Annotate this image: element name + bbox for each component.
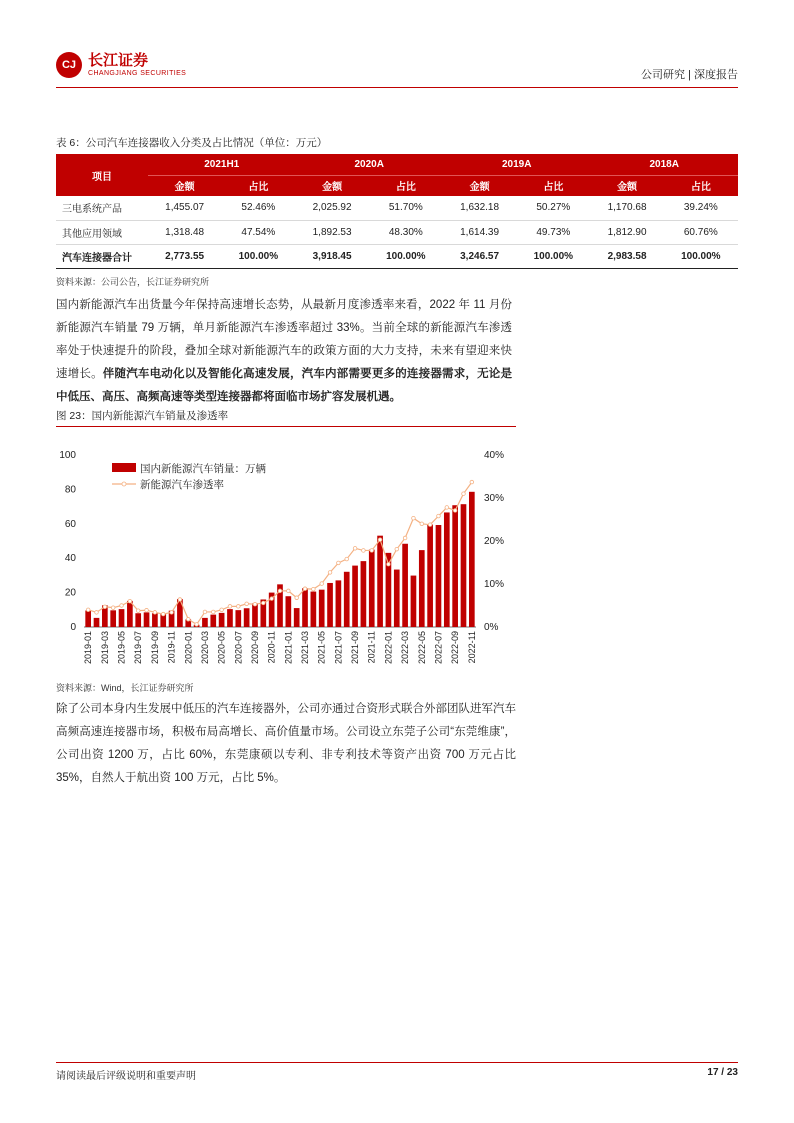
row-label: 汽车连接器合计 bbox=[56, 244, 148, 268]
penetration-point bbox=[245, 602, 249, 606]
table-source: 资料来源：公司公告，长江证券研究所 bbox=[56, 276, 210, 287]
x-tick-label: 2022-11 bbox=[466, 631, 477, 664]
report-type: 公司研究 | 深度报告 bbox=[641, 69, 738, 81]
sales-bar bbox=[336, 580, 342, 627]
period-header: 2019A bbox=[443, 154, 590, 175]
share-cell: 50.27% bbox=[516, 196, 590, 220]
penetration-point bbox=[262, 601, 266, 605]
amount-cell: 1,614.39 bbox=[443, 220, 516, 244]
revenue-table bbox=[56, 154, 738, 269]
row-label: 三电系统产品 bbox=[56, 196, 148, 220]
penetration-point bbox=[170, 611, 174, 615]
penetration-point bbox=[370, 549, 374, 553]
share-header: 占比 bbox=[221, 175, 295, 196]
sales-bar bbox=[202, 618, 208, 627]
penetration-point bbox=[178, 598, 182, 602]
penetration-point bbox=[337, 561, 341, 565]
share-cell: 47.54% bbox=[221, 220, 295, 244]
figure-23-section bbox=[56, 408, 738, 694]
penetration-point bbox=[395, 547, 399, 551]
amount-cell: 1,812.90 bbox=[590, 220, 663, 244]
penetration-point bbox=[453, 509, 457, 513]
penetration-point bbox=[462, 492, 466, 496]
x-tick-label: 2022-07 bbox=[433, 631, 444, 665]
legend-line-marker bbox=[122, 482, 126, 486]
amount-cell: 2,983.58 bbox=[590, 244, 663, 268]
amount-cell: 3,246.57 bbox=[443, 244, 516, 268]
amount-cell: 1,455.07 bbox=[148, 196, 221, 220]
page-footer bbox=[56, 1062, 738, 1082]
period-header: 2021H1 bbox=[148, 154, 295, 175]
sales-bar bbox=[436, 525, 442, 627]
brand-logo bbox=[56, 52, 186, 78]
row-header: 项目 bbox=[56, 154, 148, 196]
penetration-point bbox=[320, 582, 324, 586]
sales-bar bbox=[286, 596, 292, 627]
share-cell: 51.70% bbox=[369, 196, 443, 220]
right-axis-tick-label: 30% bbox=[484, 493, 505, 504]
penetration-point bbox=[345, 557, 349, 561]
penetration-point bbox=[445, 506, 449, 510]
brand-name: 长江证券 bbox=[88, 51, 149, 69]
right-axis-tick-label: 0% bbox=[484, 622, 499, 633]
penetration-point bbox=[203, 610, 207, 614]
logo-mark-icon: CJ bbox=[56, 52, 82, 78]
x-tick-label: 2021-07 bbox=[333, 631, 344, 665]
penetration-point bbox=[95, 611, 99, 615]
penetration-point bbox=[420, 522, 424, 526]
row-label: 其他应用领域 bbox=[56, 220, 148, 244]
penetration-point bbox=[220, 608, 224, 612]
penetration-point bbox=[403, 536, 407, 540]
sales-bar bbox=[135, 613, 141, 627]
sales-bar bbox=[110, 610, 116, 627]
paragraph-text: 除了公司本身内生发展中低压的汽车连接器外，公司亦通过合资形式联合外部团队进军汽车高频高速连接器市场，积极布局高增长、高价值量市场。公司设立东莞子公司“东莞维康”，公司出资 1200 万，占比 60%，东莞康硕以专利、非专利技术等资产出资 700 万元占比 35%，自然人于航出资 100 万元，占比 5%。 bbox=[56, 703, 516, 784]
sales-bar bbox=[319, 590, 325, 627]
figure-source: 资料来源：Wind，长江证券研究所 bbox=[56, 683, 194, 693]
penetration-point bbox=[228, 605, 232, 609]
x-tick-label: 2021-09 bbox=[350, 631, 361, 665]
sales-bar bbox=[311, 592, 317, 627]
penetration-point bbox=[470, 480, 474, 484]
share-cell: 100.00% bbox=[369, 244, 443, 268]
penetration-point bbox=[378, 538, 382, 542]
sales-bar bbox=[235, 610, 241, 627]
share-header: 占比 bbox=[664, 175, 738, 196]
penetration-point bbox=[328, 571, 332, 575]
table-row bbox=[56, 244, 738, 268]
sales-bar bbox=[402, 544, 408, 627]
sales-bar bbox=[361, 561, 367, 627]
penetration-point bbox=[145, 608, 149, 612]
penetration-point bbox=[437, 514, 441, 518]
x-tick-label: 2022-03 bbox=[400, 631, 411, 665]
penetration-point bbox=[387, 562, 391, 566]
paragraph-jv-connectors bbox=[56, 698, 516, 790]
amount-header: 金额 bbox=[443, 175, 516, 196]
table-caption: 表 6：公司汽车连接器收入分类及占比情况（单位：万元） bbox=[56, 137, 328, 149]
x-tick-label: 2021-01 bbox=[283, 631, 294, 665]
sales-bar bbox=[152, 613, 158, 627]
penetration-point bbox=[153, 611, 157, 615]
penetration-point bbox=[362, 549, 366, 553]
figure-caption: 图 23：国内新能源汽车销量及渗透率 bbox=[56, 408, 516, 427]
x-tick-label: 2022-05 bbox=[416, 631, 427, 665]
table-row bbox=[56, 220, 738, 244]
x-tick-label: 2019-03 bbox=[99, 631, 110, 665]
sales-bar bbox=[444, 512, 450, 627]
x-tick-label: 2021-11 bbox=[366, 631, 377, 664]
x-tick-label: 2020-07 bbox=[233, 631, 244, 665]
amount-cell: 3,918.45 bbox=[295, 244, 368, 268]
share-cell: 52.46% bbox=[221, 196, 295, 220]
x-tick-label: 2019-07 bbox=[133, 631, 144, 665]
sales-bar bbox=[144, 612, 150, 627]
penetration-point bbox=[111, 606, 115, 610]
sales-bar bbox=[419, 550, 425, 627]
page-number: 17 / 23 bbox=[707, 1067, 738, 1078]
x-tick-label: 2019-05 bbox=[116, 631, 127, 665]
x-tick-label: 2020-03 bbox=[199, 631, 210, 665]
penetration-point bbox=[295, 596, 299, 600]
penetration-point bbox=[253, 602, 257, 606]
right-axis-tick-label: 10% bbox=[484, 579, 505, 590]
left-axis-tick-label: 100 bbox=[59, 450, 76, 461]
left-axis-tick-label: 80 bbox=[64, 484, 76, 496]
x-tick-label: 2020-05 bbox=[216, 631, 227, 665]
share-cell: 39.24% bbox=[664, 196, 738, 220]
paragraph-ev-market bbox=[56, 294, 512, 409]
sales-bar bbox=[252, 603, 258, 627]
sales-bar bbox=[411, 576, 417, 627]
period-header: 2020A bbox=[295, 154, 442, 175]
sales-bar bbox=[119, 609, 125, 627]
sales-bar bbox=[94, 618, 100, 627]
disclaimer-note: 请阅读最后评级说明和重要声明 bbox=[56, 1071, 196, 1082]
right-axis-tick-label: 20% bbox=[484, 536, 505, 547]
sales-bar bbox=[352, 566, 358, 627]
x-tick-label: 2022-09 bbox=[450, 631, 461, 665]
penetration-point bbox=[211, 610, 215, 614]
x-tick-label: 2021-03 bbox=[300, 631, 311, 665]
x-tick-label: 2020-11 bbox=[266, 631, 277, 664]
share-cell: 60.76% bbox=[664, 220, 738, 244]
share-cell: 100.00% bbox=[516, 244, 590, 268]
penetration-point bbox=[428, 523, 432, 527]
penetration-point bbox=[161, 612, 165, 616]
penetration-point bbox=[136, 609, 140, 613]
amount-header: 金额 bbox=[295, 175, 368, 196]
sales-bar bbox=[394, 570, 400, 627]
ev-sales-chart bbox=[56, 427, 516, 667]
brand-subtitle: CHANGJIANG SECURITIES bbox=[88, 69, 187, 77]
left-axis-tick-label: 60 bbox=[64, 518, 76, 530]
table-row bbox=[56, 196, 738, 220]
penetration-point bbox=[412, 516, 416, 520]
amount-cell: 1,318.48 bbox=[148, 220, 221, 244]
sales-bar bbox=[327, 583, 333, 627]
share-cell: 100.00% bbox=[221, 244, 295, 268]
paragraph-text: 国内新能源汽车出货量今年保持高速增长态势，从最新月度渗透率来看，2022 年 11 月份新能源汽车销量 79 万辆，单月新能源汽车渗透率超过 33%。当前全球的新能源汽车渗透率处于快速提升的阶段，叠加全球对新能源汽车的政策方面的大力支持，未来有望迎来快速增长。 bbox=[56, 299, 512, 380]
sales-bar bbox=[227, 609, 233, 627]
left-axis-tick-label: 0 bbox=[70, 622, 76, 633]
penetration-point bbox=[303, 587, 307, 591]
x-tick-label: 2020-01 bbox=[183, 631, 194, 665]
sales-bar bbox=[452, 505, 458, 627]
penetration-point bbox=[86, 608, 90, 612]
penetration-point bbox=[312, 587, 316, 591]
penetration-point bbox=[186, 617, 190, 621]
penetration-point bbox=[103, 605, 107, 609]
right-axis-tick-label: 40% bbox=[484, 450, 505, 461]
share-cell: 49.73% bbox=[516, 220, 590, 244]
sales-bar bbox=[294, 608, 300, 627]
sales-bar bbox=[461, 504, 467, 627]
legend-bar-label: 国内新能源汽车销量：万辆 bbox=[140, 463, 266, 475]
sales-bar bbox=[427, 524, 433, 627]
legend-line-label: 新能源汽车渗透率 bbox=[140, 479, 224, 491]
penetration-point bbox=[278, 589, 282, 593]
sales-bar bbox=[210, 615, 216, 627]
amount-cell: 2,025.92 bbox=[295, 196, 368, 220]
amount-header: 金额 bbox=[590, 175, 663, 196]
sales-bar bbox=[344, 572, 350, 627]
share-header: 占比 bbox=[516, 175, 590, 196]
sales-bar bbox=[127, 601, 133, 627]
sales-bar bbox=[85, 610, 91, 627]
period-header: 2018A bbox=[590, 154, 738, 175]
x-tick-label: 2019-01 bbox=[83, 631, 94, 665]
paragraph-emphasis: 伴随汽车电动化以及智能化高速发展，汽车内部需要更多的连接器需求，无论是中低压、高压、高频高速等类型连接器都将面临市场扩容发展机遇。 bbox=[56, 368, 513, 403]
table-6-section bbox=[56, 135, 738, 288]
penetration-point bbox=[236, 605, 240, 609]
penetration-point bbox=[120, 604, 124, 608]
left-axis-tick-label: 20 bbox=[64, 587, 76, 599]
x-tick-label: 2022-01 bbox=[383, 631, 394, 665]
x-tick-label: 2021-05 bbox=[316, 631, 327, 665]
penetration-point bbox=[128, 599, 132, 603]
sales-bar bbox=[244, 608, 250, 627]
sales-bar bbox=[219, 613, 225, 627]
x-tick-label: 2019-11 bbox=[166, 631, 177, 664]
share-cell: 100.00% bbox=[664, 244, 738, 268]
page-header bbox=[56, 48, 738, 88]
sales-bar bbox=[302, 588, 308, 627]
amount-cell: 1,170.68 bbox=[590, 196, 663, 220]
share-header: 占比 bbox=[369, 175, 443, 196]
penetration-point bbox=[287, 589, 291, 593]
share-cell: 48.30% bbox=[369, 220, 443, 244]
sales-bar bbox=[369, 550, 375, 627]
amount-cell: 2,773.55 bbox=[148, 244, 221, 268]
legend-bar-swatch bbox=[112, 463, 136, 472]
penetration-point bbox=[195, 623, 199, 627]
left-axis-tick-label: 40 bbox=[64, 553, 76, 565]
x-tick-label: 2020-09 bbox=[249, 631, 260, 665]
amount-cell: 1,892.53 bbox=[295, 220, 368, 244]
amount-header: 金额 bbox=[148, 175, 221, 196]
penetration-point bbox=[270, 597, 274, 601]
amount-cell: 1,632.18 bbox=[443, 196, 516, 220]
x-tick-label: 2019-09 bbox=[149, 631, 160, 665]
penetration-point bbox=[353, 547, 357, 551]
sales-bar bbox=[469, 492, 475, 627]
sales-bar bbox=[377, 536, 383, 627]
